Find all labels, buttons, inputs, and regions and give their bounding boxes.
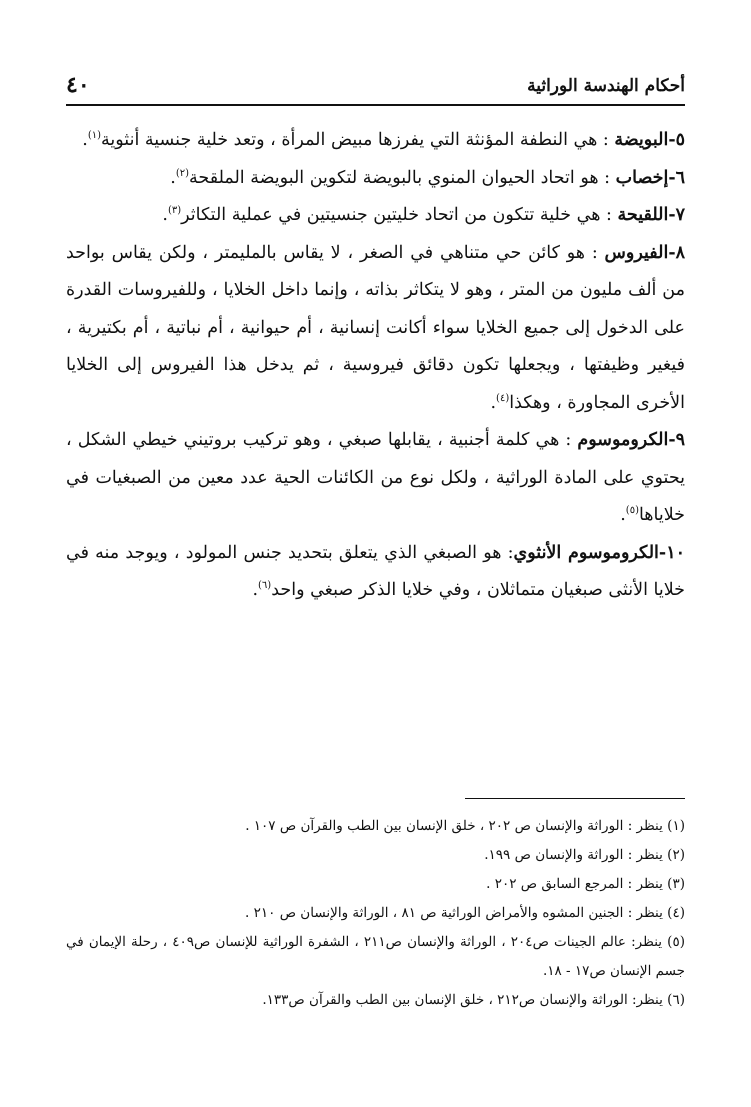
definition-entry-7 (66, 197, 685, 235)
footnote-marker: (١) (87, 130, 102, 142)
entry-number: ٩- (668, 430, 685, 450)
definition-entry-8 (66, 235, 685, 423)
footnote-marker: (٦) (258, 580, 272, 592)
page-header (66, 72, 685, 106)
entry-term: اللقيحة (617, 205, 669, 225)
footnote-1: (١) ينظر : الوراثة والإنسان ص ٢٠٢ ، خلق الإنسان بين الطب والقرآن ص ١٠٧ . (245, 818, 685, 834)
entry-text: : هي خلية تتكون من اتحاد خليتين جنسيتين في عملية التكاثر (181, 205, 618, 225)
page-number: ٤٠ (66, 72, 90, 98)
entry-text: : هو اتحاد الحيوان المنوي بالبويضة لتكوين البويضة الملقحة (189, 167, 616, 188)
entry-end: . (490, 392, 497, 413)
definition-entry-6 (66, 160, 685, 198)
definition-entry-5 (66, 122, 685, 160)
footnote-2: (٢) ينظر : الوراثة والإنسان ص ١٩٩. (484, 847, 685, 863)
entry-end: . (170, 167, 176, 188)
footnote-marker: (٥) (625, 505, 639, 517)
entry-text: : هو كائن حي متناهي في الصغر ، لا يقاس بالمليمتر ، ولكن يقاس بواحد من ألف مليون من المتر ، وهو لا يتكاثر بذاته ، وإنما داخل الخلايا ، وللفيروسات القدرة على الدخول إلى جميع الخلايا سواء أكانت إنسانية ، أم حيوانية ، أم نباتية ، أم بكتيرية ، فيغير وظيفتها ، ويجعلها تكون دقائق فيروسية ، ثم يدخل هذا الفيروس إلى الخلايا الأخرى المجاورة ، وهكذا (66, 242, 685, 413)
entry-text: : هو الصبغي الذي يتعلق بتحديد جنس المولود ، ويوجد منه في خلايا الأنثى صبغيان متماثلان ، وفي خلايا الذكر صبغي واحد (66, 542, 685, 600)
entry-term: الكروموسوم (577, 430, 669, 450)
entry-end: . (252, 580, 259, 600)
entry-term: الفيروس (604, 242, 669, 263)
entry-term: الكروموسوم الأنثوي (513, 542, 659, 563)
footnote-5: (٥) ينظر: عالم الجينات ص٢٠٤ ، الوراثة والإنسان ص٢١١ ، الشفرة الوراثية للإنسان ص٤٠٩ ، رحلة الإيمان في جسم الإنسان ص١٧ - ١٨. (66, 934, 685, 979)
entry-number: ٧- (668, 205, 685, 225)
entry-end: . (162, 205, 168, 225)
footnote-divider (465, 798, 685, 799)
definition-entry-9 (66, 422, 685, 535)
entry-end: . (82, 130, 88, 150)
footnote-6: (٦) ينظر: الوراثة والإنسان ص٢١٢ ، خلق الإنسان بين الطب والقرآن ص١٣٣. (262, 992, 685, 1008)
entry-text: : هي النطفة المؤنثة التي يفرزها مبيض المرأة ، وتعد خلية جنسية أنثوية (101, 130, 615, 150)
footnote-marker: (٣) (167, 205, 182, 217)
footnote-4: (٤) ينظر : الجنين المشوه والأمراض الوراثية ص ٨١ ، الوراثة والإنسان ص ٢١٠ . (245, 905, 685, 921)
footnote-marker: (٤) (496, 392, 510, 404)
entry-number: ١٠- (658, 542, 685, 563)
entry-text: : هي كلمة أجنبية ، يقابلها صبغي ، وهو تركيب بروتيني خيطي الشكل ، يحتوي على المادة الوراثية ، ولكل نوع من الكائنات الحية عدد معين من الصبغيات في خلاياها (66, 430, 686, 525)
entry-number: ٥- (668, 130, 685, 150)
main-text (66, 122, 685, 610)
footnote-3: (٣) ينظر : المرجع السابق ص ٢٠٢ . (486, 876, 685, 892)
footnote-marker: (٢) (175, 167, 190, 179)
footnotes (66, 812, 685, 1015)
entry-term: إخصاب (615, 167, 669, 188)
entry-end: . (620, 505, 626, 525)
entry-term: البويضة (614, 130, 669, 150)
entry-number: ٨- (668, 242, 685, 263)
entry-number: ٦- (668, 167, 685, 188)
running-title: أحكام الهندسة الوراثية (527, 76, 685, 96)
definition-entry-10 (66, 535, 685, 610)
